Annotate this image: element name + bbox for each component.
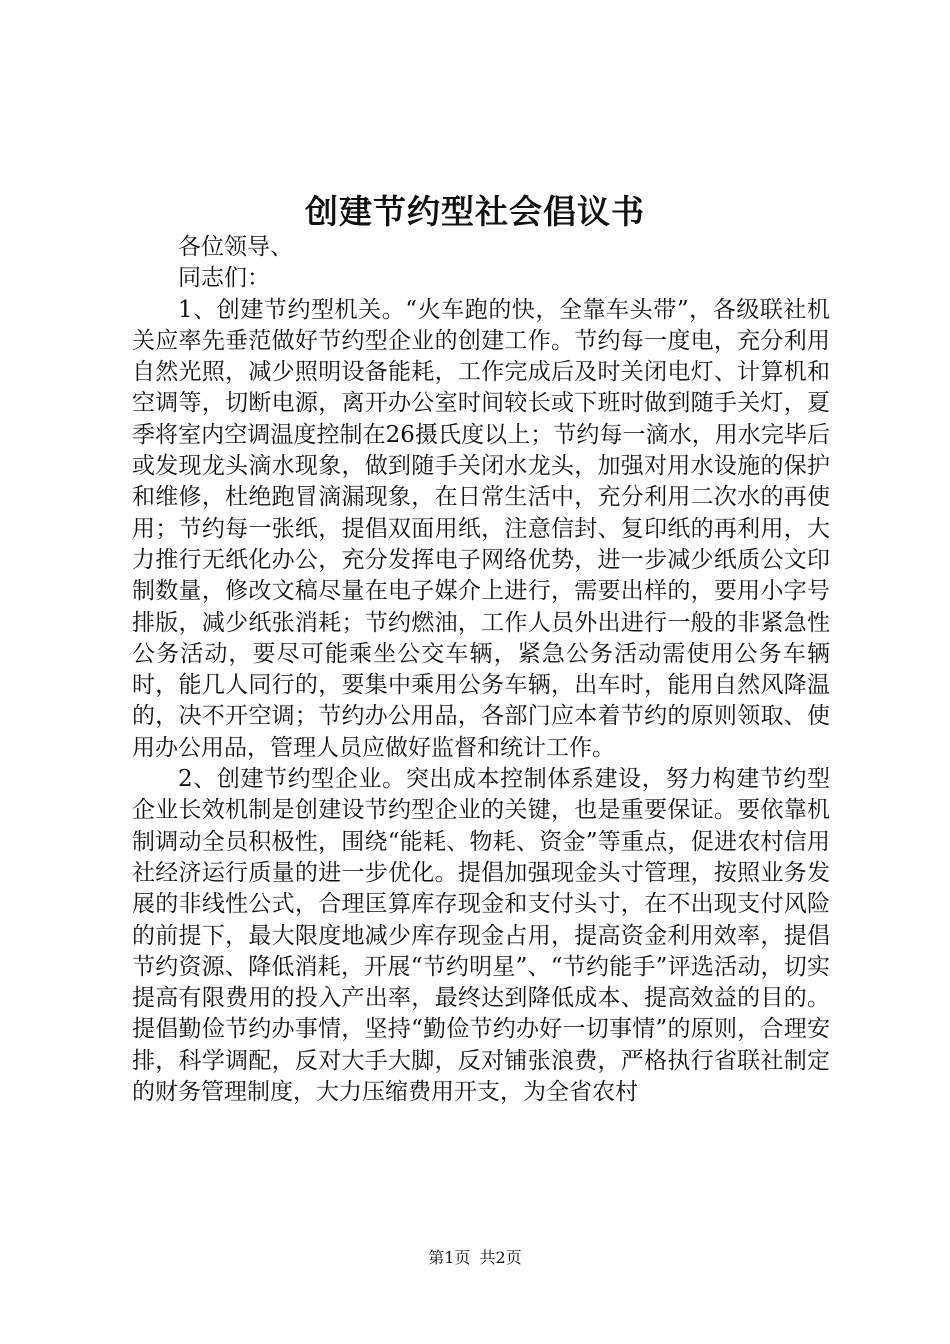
paragraph: 1、创建节约型机关。“火车跑的快，全靠车头带”，各级联社机关应率先垂范做好节约型企业的创建工作。节约每一度电，充分利用自然光照，减少照明设备能耗，工作完成后及时关闭电灯、计算机和空调等，切断电源，离开办公室时间较长或下班时做到随手关灯，夏季将室内空调温度控制在26摄氏度以上；节约每一滴水，用水完毕后或发现龙头滴水现象，做到随手关闭水龙头，加强对用水设施的保护和维修，杜绝跑冒滴漏现象，在日常生活中，充分利用二次水的再使用；节约每一张纸，提倡双面用纸，注意信封、复印纸的再利用，大力推行无纸化办公，充分发挥电子网络优势，进一步减少纸质公文印制数量，修改文稿尽量在电子媒介上进行，需要出样的，要用小字号排版，减少纸张消耗；节约燃油，工作人员外出进行一般的非紧急性公务活动，要尽可能乘坐公交车辆，紧急公务活动需使用公务车辆时，能几人同行的，要集中乘用公务车辆，出车时，能用自然风降温的，决不开空调；节约办公用品，各部门应本着节约的原则领取、使用办公用品，管理人员应做好监督和统计工作。 xyxy=(132,296,830,761)
document-title: 创建节约型社会倡议书 xyxy=(305,192,645,231)
document-body xyxy=(132,232,830,1108)
page-number: 第1页 xyxy=(428,1248,471,1267)
salutation-line: 各位领导、 xyxy=(178,234,293,260)
paragraph: 2、创建节约型企业。突出成本控制体系建设，努力构建节约型企业长效机制是创建设节约型企业的关键，也是重要保证。要依靠机制调动全员积极性，围绕“能耗、物耗、资金”等重点，促进农村信用社经济运行质量的进一步优化。提倡加强现金头寸管理，按照业务发展的非线性公式，合理匡算库存现金和支付头寸，在不出现支付风险的前提下，最大限度地减少库存现金占用，提高资金利用效率，提倡节约资源、降低消耗，开展“节约明星”、“节约能手”评选活动，切实提高有限费用的投入产出率，最终达到降低成本、提高效益的目的。提倡勤俭节约办事情，坚持“勤俭节约办好一切事情”的原则，合理安排，科学调配，反对大手大脚，反对铺张浪费，严格执行省联社制定的财务管理制度，大力压缩费用开支，为全省农村 xyxy=(132,766,830,1106)
salutation-line: 同志们： xyxy=(178,265,270,292)
page-total: 共2页 xyxy=(479,1248,522,1267)
page-footer xyxy=(0,1245,950,1268)
